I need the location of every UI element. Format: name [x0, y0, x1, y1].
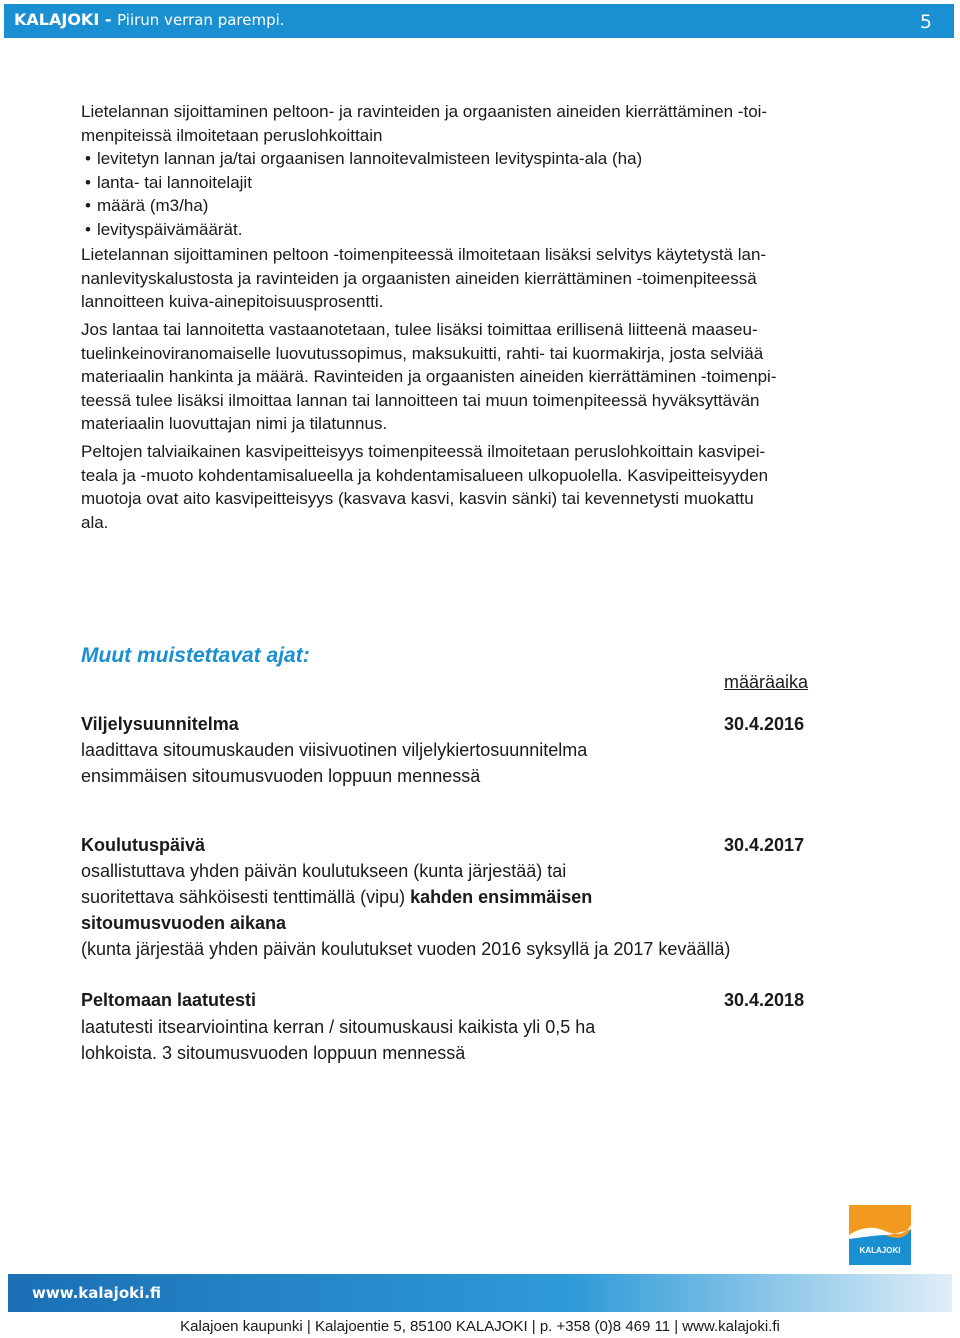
logo-text: KALAJOKI	[859, 1246, 901, 1255]
page-number: 5	[919, 11, 932, 33]
header-brand	[14, 10, 285, 29]
deadline-title: Peltomaan laatutesti	[81, 990, 257, 1010]
deadline-title: Koulutuspäivä	[81, 835, 206, 855]
reporting-bullet-list	[85, 147, 642, 241]
paragraph-equipment: Lietelannan sijoittaminen peltoon -toimenpiteessä ilmoitetaan lisäksi selvitys käytetystä lan- nanlevityskalustosta ja ravinteiden ja orgaanisten aineiden kierrättäminen -toimenpiteessä lannoitteen kuiva-ainepitoisuusprosentti.	[81, 245, 767, 311]
deadline-description	[81, 858, 821, 936]
deadline-description-emphasis: kahden ensimmäisen sitoumusvuoden aikana	[81, 887, 593, 933]
deadline-description-note: (kunta järjestää yhden päivän koulutukset vuoden 2016 syksyllä ja 2017 keväällä)	[81, 939, 731, 959]
paragraph-winter-cover: Peltojen talviaikainen kasvipeitteisyys toimenpiteessä ilmoitetaan peruslohkoittain kasvipei- teala ja -muoto kohdentamisalueella ja kohdentamisalueen ulkopuolella. Kasvipeitteisyyden muotoja ovat aito kasvipeitteisyys (kasvava kasvi, kasvin sänki) tai kevennetysti muokattu ala.	[81, 442, 769, 532]
deadline-column-header: määräaika	[724, 672, 809, 692]
paragraph-manure-reporting: Lietelannan sijoittaminen peltoon- ja ravinteiden ja orgaanisten aineiden kierrättäminen -toi- menpiteissä ilmoitetaan peruslohkoittain	[81, 102, 768, 145]
list-item: • levitetyn lannan ja/tai orgaanisen lannoitevalmisteen levityspinta-ala (ha)	[85, 147, 642, 171]
deadline-description-text: osallistuttava yhden päivän koulutukseen (kunta järjestää) tai suoritettava sähköisesti tenttimällä (vipu)	[81, 861, 567, 907]
section-title: Muut muistettavat ajat:	[81, 644, 310, 667]
list-item: • levityspäivämäärät.	[85, 218, 642, 242]
paragraph-receiving-manure: Jos lantaa tai lannoitetta vastaanotetaan, tulee lisäksi toimittaa erillisenä liitteenä maaseu- tuelinkeinoviranomaiselle luovutussopimus, maksukuitti, rahti- tai kuormakirja, josta selviää materiaalin hankinta ja määrä. Ravinteiden ja orgaanisten aineiden kierrättäminen -toimenpi- teessä tulee lisäksi ilmoittaa lannan tai lannoitteen tai muun toimenpiteessä hyväksyttävän materiaalin luovuttajan nimi ja tilatunnus.	[81, 320, 777, 433]
brand-tagline: Piirun verran parempi.	[117, 11, 285, 29]
brand-name: KALAJOKI -	[14, 10, 112, 29]
footer-band	[8, 1274, 952, 1312]
deadline-date: 30.4.2017	[724, 835, 805, 855]
deadline-date: 30.4.2018	[724, 990, 805, 1010]
kalajoki-logo	[849, 1205, 911, 1265]
list-item: • lanta- tai lannoitelajit	[85, 171, 642, 195]
header-bar	[4, 4, 954, 38]
deadline-description: laadittava sitoumuskauden viisivuotinen viljelykiertosuunnitelma ensimmäisen sitoumusvuoden loppuun mennessä	[81, 740, 588, 786]
deadline-date: 30.4.2016	[724, 714, 805, 734]
deadline-title: Viljelysuunnitelma	[81, 714, 239, 734]
footer-address: Kalajoen kaupunki | Kalajoentie 5, 85100 KALAJOKI | p. +358 (0)8 469 11 | www.kalajoki.fi	[180, 1318, 780, 1335]
deadline-description: laatutesti itsearviointina kerran / sitoumuskausi kaikista yli 0,5 ha lohkoista. 3 sitoumusvuoden loppuun mennessä	[81, 1017, 596, 1063]
footer-url-link[interactable]: www.kalajoki.fi	[32, 1284, 162, 1302]
list-item: • määrä (m3/ha)	[85, 194, 642, 218]
